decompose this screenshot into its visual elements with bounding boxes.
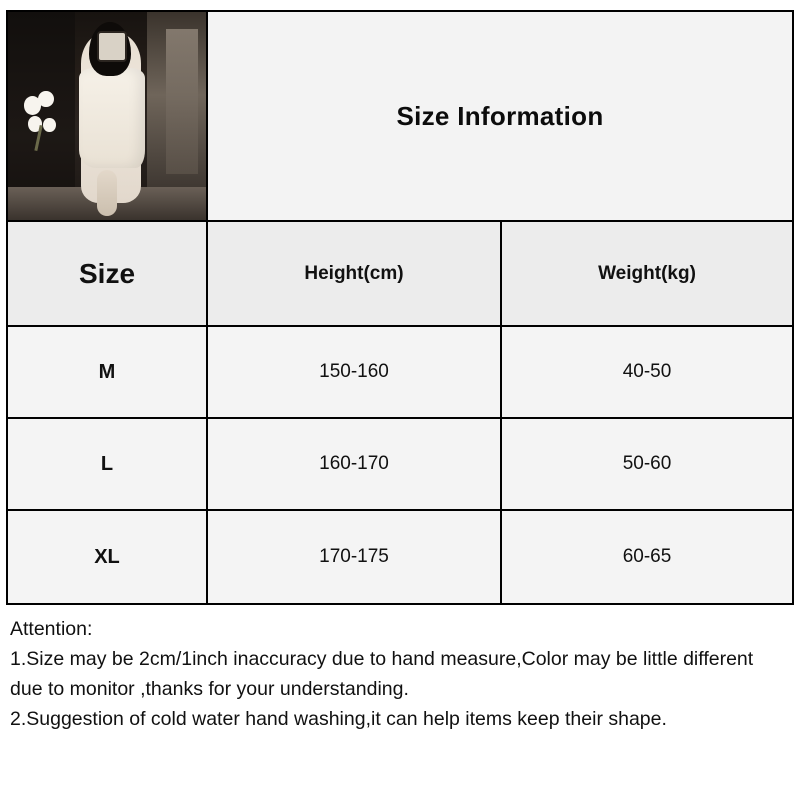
cell-size: M <box>8 327 208 419</box>
attention-line-2: 2.Suggestion of cold water hand washing,it can help items keep their shape. <box>10 708 667 730</box>
column-header-size: Size <box>8 222 208 327</box>
cell-weight: 50-60 <box>502 419 792 511</box>
cell-size: L <box>8 419 208 511</box>
cell-weight: 40-50 <box>502 327 792 419</box>
photo-flowers <box>22 91 73 153</box>
cell-weight: 60-65 <box>502 511 792 603</box>
photo-phone <box>97 31 127 62</box>
size-information-table <box>6 10 794 605</box>
table-header-row <box>8 12 792 222</box>
page-title: Size Information <box>208 12 792 222</box>
product-photo-image <box>8 12 206 220</box>
column-header-height: Height(cm) <box>208 222 502 327</box>
photo-dress <box>79 68 144 168</box>
attention-heading: Attention: <box>10 618 93 640</box>
attention-line-1: 1.Size may be 2cm/1inch inaccuracy due to hand measure,Color may be little different due to monitor ,thanks for your understanding. <box>10 648 754 700</box>
cell-height: 150-160 <box>208 327 502 419</box>
photo-panel <box>166 29 198 175</box>
cell-size: XL <box>8 511 208 603</box>
table-row <box>8 327 792 419</box>
table-row <box>8 419 792 511</box>
column-header-row <box>8 222 792 327</box>
cell-height: 160-170 <box>208 419 502 511</box>
table-row <box>8 511 792 603</box>
column-header-weight: Weight(kg) <box>502 222 792 327</box>
cell-height: 170-175 <box>208 511 502 603</box>
photo-model-leg <box>97 170 117 216</box>
attention-block <box>8 612 792 734</box>
product-photo-cell <box>8 12 208 222</box>
